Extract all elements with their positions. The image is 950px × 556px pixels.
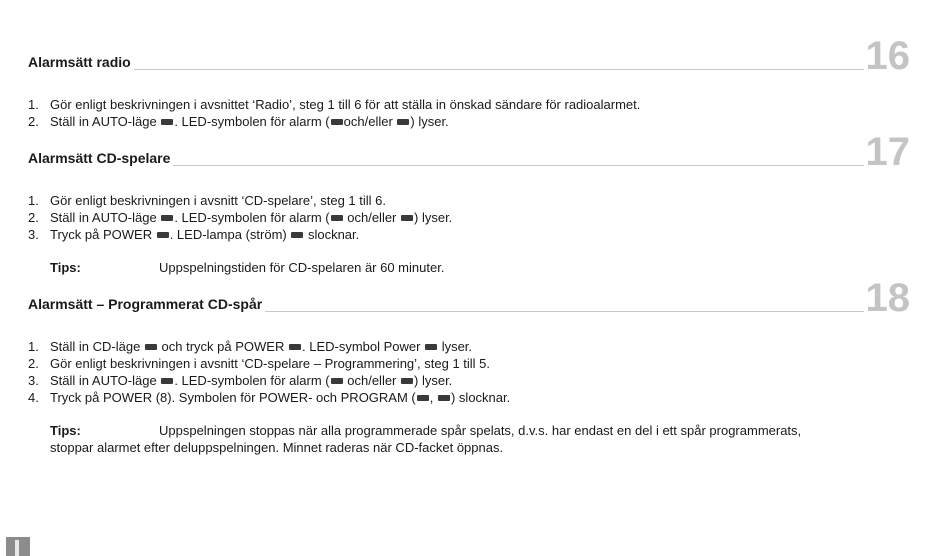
auto-mode-icon xyxy=(161,119,173,125)
tips-text: Uppspelningen stoppas när alla programmerade spår spelats, d.v.s. har endast en del i ett spår programmerats, xyxy=(159,423,802,438)
power-button-icon xyxy=(157,232,169,238)
step-number: 3. xyxy=(28,227,39,242)
step-number: 1. xyxy=(28,97,39,112)
step-text: Gör enligt beskrivningen i avsnitt ‘CD-spelare – Programmering’, steg 1 till 5. xyxy=(50,356,491,371)
program-symbol-icon xyxy=(438,395,450,401)
alarm-led-icon xyxy=(331,378,343,384)
step-text: . LED-lampa (ström) xyxy=(169,227,291,242)
section-header xyxy=(28,274,910,320)
step-text: . LED-symbol Power xyxy=(301,339,425,354)
section-number: 17 xyxy=(865,130,910,174)
section-number: 18 xyxy=(865,276,910,320)
alarm-led-icon xyxy=(331,215,343,221)
step-text: och/eller xyxy=(343,373,401,388)
step-text: ) slocknar. xyxy=(450,390,511,405)
page-corner-tab xyxy=(6,537,30,556)
alarm-led-icon xyxy=(401,215,413,221)
step-text: och tryck på POWER xyxy=(157,339,288,354)
tips-text: Uppspelningstiden för CD-spelaren är 60 minuter. xyxy=(159,260,445,275)
step-number: 1. xyxy=(28,193,39,208)
divider xyxy=(28,69,864,70)
auto-mode-icon xyxy=(161,378,173,384)
section-alarm-radio xyxy=(28,32,910,130)
power-button-icon xyxy=(289,344,301,350)
alarm-led-icon xyxy=(331,119,343,125)
list-item xyxy=(28,96,910,113)
alarm-led-icon xyxy=(401,378,413,384)
power-led-icon xyxy=(291,232,303,238)
step-list xyxy=(28,96,910,130)
list-item xyxy=(28,226,910,243)
step-text: Gör enligt beskrivningen i avsnittet ‘Radio’, steg 1 till 6 för att ställa in önskad sändare för radioalarmet. xyxy=(50,97,641,112)
step-number: 2. xyxy=(28,356,39,371)
step-number: 4. xyxy=(28,390,39,405)
section-alarm-programmed-cd xyxy=(28,274,910,456)
step-text: Tryck på POWER (8). Symbolen för POWER- och PROGRAM ( xyxy=(50,390,416,405)
section-header xyxy=(28,128,910,174)
step-text: ) lyser. xyxy=(414,210,453,225)
step-text: . LED-symbolen för alarm ( xyxy=(174,373,330,388)
tips-text-continued: stoppar alarmet efter deluppspelningen. Minnet raderas när CD-facket öppnas. xyxy=(50,440,504,455)
step-number: 1. xyxy=(28,339,39,354)
step-list xyxy=(28,192,910,243)
tips-label: Tips: xyxy=(50,423,81,438)
section-title: Alarmsätt CD-spelare xyxy=(28,150,173,166)
list-item xyxy=(28,355,910,372)
step-text: och/eller xyxy=(343,114,397,129)
step-text: . LED-symbolen för alarm ( xyxy=(174,114,330,129)
step-text: Ställ in AUTO-läge xyxy=(50,373,161,388)
list-item xyxy=(28,389,910,406)
section-alarm-cd xyxy=(28,128,910,276)
power-led-icon xyxy=(425,344,437,350)
tips-label: Tips: xyxy=(50,260,81,275)
alarm-led-icon xyxy=(397,119,409,125)
step-text: . LED-symbolen för alarm ( xyxy=(174,210,330,225)
section-title: Alarmsätt – Programmerat CD-spår xyxy=(28,296,265,312)
step-number: 2. xyxy=(28,114,39,129)
step-text: Ställ in AUTO-läge xyxy=(50,210,161,225)
info-icon xyxy=(15,540,19,556)
list-item xyxy=(28,372,910,389)
step-text: , xyxy=(429,390,437,405)
section-number: 16 xyxy=(865,34,910,78)
step-text: Ställ in AUTO-läge xyxy=(50,114,161,129)
step-text: Gör enligt beskrivningen i avsnitt ‘CD-spelare’, steg 1 till 6. xyxy=(50,193,386,208)
list-item xyxy=(28,209,910,226)
step-number: 3. xyxy=(28,373,39,388)
auto-mode-icon xyxy=(161,215,173,221)
power-symbol-icon xyxy=(417,395,429,401)
list-item xyxy=(28,192,910,209)
step-text: ) lyser. xyxy=(410,114,449,129)
step-text: slocknar. xyxy=(304,227,360,242)
step-text: Tryck på POWER xyxy=(50,227,156,242)
cd-mode-icon xyxy=(145,344,157,350)
step-text: Ställ in CD-läge xyxy=(50,339,144,354)
step-number: 2. xyxy=(28,210,39,225)
step-text: lyser. xyxy=(438,339,473,354)
section-title: Alarmsätt radio xyxy=(28,54,134,70)
section-header xyxy=(28,32,910,78)
tips-note xyxy=(28,422,910,456)
step-text: ) lyser. xyxy=(414,373,453,388)
step-text: och/eller xyxy=(343,210,401,225)
step-list xyxy=(28,338,910,406)
list-item xyxy=(28,338,910,355)
